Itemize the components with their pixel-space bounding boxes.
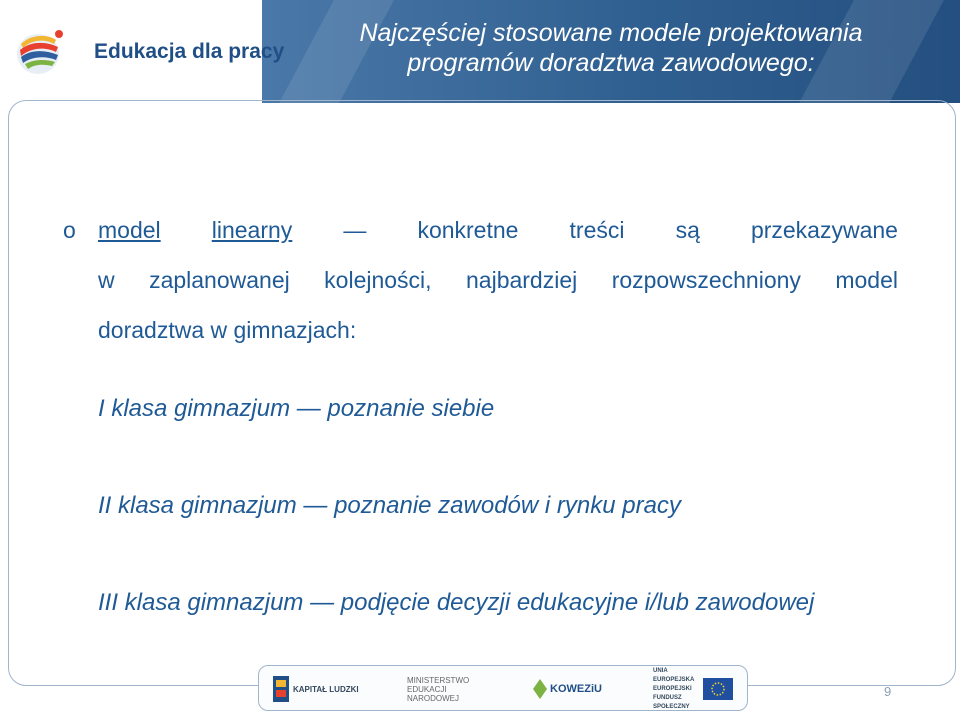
word: kolejności, xyxy=(324,267,432,293)
slide-title xyxy=(262,18,960,78)
title-line-2: programów doradztwa zawodowego: xyxy=(407,49,815,77)
word: treści xyxy=(569,217,625,243)
ministerstwo-logo xyxy=(407,674,477,704)
class-item-2: II klasa gimnazjum — poznanie zawodów i rynku pracy xyxy=(98,492,681,519)
dash: — xyxy=(343,217,367,243)
word: w xyxy=(98,267,115,293)
edukacja-dla-pracy-logo xyxy=(16,26,285,78)
logo-text: Edukacja dla pracy xyxy=(94,40,285,63)
page-number: 9 xyxy=(884,684,892,699)
unia-europejska-text: UNIA EUROPEJSKA EUROPEJSKI FUNDUSZ SPOŁECZNY xyxy=(653,667,695,710)
bullet-marker: o xyxy=(63,217,76,243)
eu-flag xyxy=(703,674,733,704)
ministerstwo-text: MINISTERSTWO EDUKACJI NARODOWEJ xyxy=(407,675,470,703)
class-item-3: III klasa gimnazjum — podjęcie decyzji edukacyjne i/lub zawodowej xyxy=(98,589,815,616)
kapital-ludzki-icon xyxy=(273,676,289,702)
bullet-text xyxy=(98,205,898,355)
title-line-1: Najczęściej stosowane modele projektowania xyxy=(359,19,863,47)
bullet-line-2 xyxy=(98,255,898,305)
kapital-ludzki-text: KAPITAŁ LUDZKI xyxy=(293,684,359,694)
bullet-line-3: doradztwa w gimnazjach: xyxy=(98,317,357,343)
logo-emblem-icon xyxy=(16,26,78,78)
koweziu-text: KOWEZiU xyxy=(550,682,602,695)
koweziu-icon xyxy=(533,679,547,699)
footer-logo-bar xyxy=(258,665,748,711)
koweziu-logo xyxy=(533,674,602,704)
word: najbardziej xyxy=(466,267,578,293)
unia-europejska-logo xyxy=(653,667,701,710)
model-linearny-word-2: linearny xyxy=(211,217,293,243)
eu-flag-icon xyxy=(703,678,733,700)
class-item-1: I klasa gimnazjum — poznanie siebie xyxy=(98,395,495,422)
word: są xyxy=(675,217,700,243)
word: rozpowszechniony xyxy=(611,267,801,293)
bullet-line-1 xyxy=(98,205,898,255)
word: model xyxy=(835,267,898,293)
model-linearny-word-1: model xyxy=(98,217,161,243)
word: przekazywane xyxy=(750,217,898,243)
word: konkretne xyxy=(417,217,519,243)
kapital-ludzki-logo xyxy=(273,674,359,704)
word: zaplanowanej xyxy=(149,267,290,293)
